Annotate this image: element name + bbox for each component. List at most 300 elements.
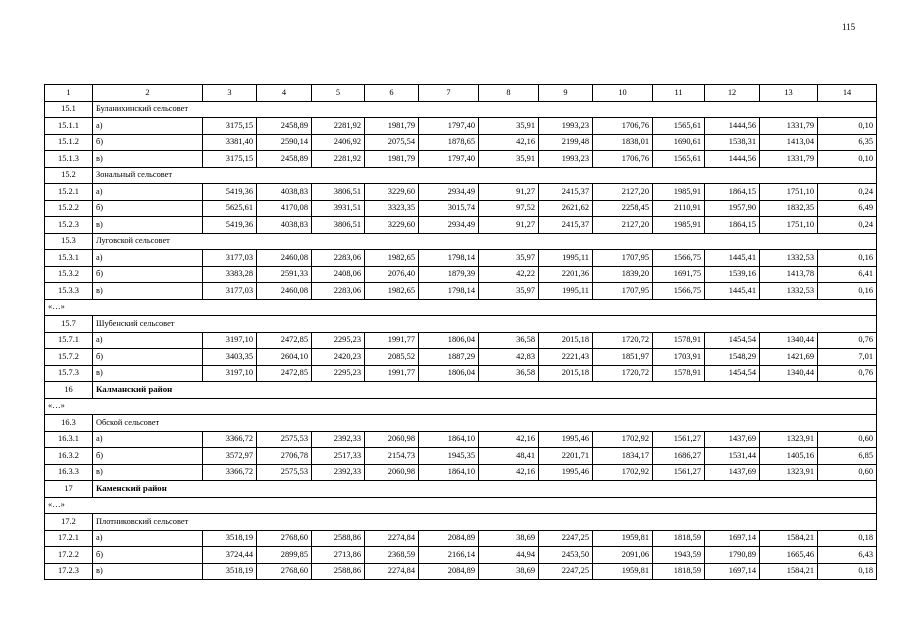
value-cell: 2274,84	[365, 563, 419, 580]
value-cell: 2453,50	[539, 547, 593, 564]
row-number: 15.1.2	[45, 134, 93, 151]
value-cell: 1565,61	[653, 151, 705, 168]
value-cell: 1797,40	[419, 118, 479, 135]
value-cell: 1703,91	[653, 349, 705, 366]
column-header: 7	[419, 85, 479, 102]
value-cell: 4170,08	[257, 200, 312, 217]
value-cell: 3518,19	[203, 530, 257, 547]
value-cell: 1751,10	[760, 217, 818, 234]
value-cell: 2127,20	[593, 184, 653, 201]
value-cell: 2199,48	[539, 134, 593, 151]
row-number: 17.2.3	[45, 563, 93, 580]
value-cell: 1413,04	[760, 134, 818, 151]
column-header: 1	[45, 85, 93, 102]
value-cell: 1832,35	[760, 200, 818, 217]
value-cell: 1707,95	[593, 250, 653, 267]
value-cell: 1720,72	[593, 365, 653, 382]
value-cell: 1879,39	[419, 266, 479, 283]
value-cell: 6,41	[818, 266, 877, 283]
section-number: 16	[45, 382, 93, 399]
value-cell: 1332,53	[760, 283, 818, 300]
section-number: 15.3	[45, 233, 93, 250]
column-header: 13	[760, 85, 818, 102]
value-cell: 2247,25	[539, 530, 593, 547]
table-row	[45, 217, 877, 234]
table-row	[45, 464, 877, 481]
value-cell: 1839,20	[593, 266, 653, 283]
value-cell: 1331,79	[760, 118, 818, 135]
row-number: 15.3.1	[45, 250, 93, 267]
row-number: 16.3.3	[45, 464, 93, 481]
row-label: а)	[93, 250, 203, 267]
section-title: Плотниковский сельсовет	[93, 514, 877, 531]
row-label: б)	[93, 547, 203, 564]
row-label: б)	[93, 200, 203, 217]
value-cell: 42,22	[479, 266, 539, 283]
column-header: 11	[653, 85, 705, 102]
value-cell: 6,43	[818, 547, 877, 564]
value-cell: 2415,37	[539, 217, 593, 234]
value-cell: 2084,89	[419, 563, 479, 580]
value-cell: 3724,44	[203, 547, 257, 564]
section-number: 15.7	[45, 316, 93, 333]
section-number: 15.1	[45, 101, 93, 118]
value-cell: 1864,10	[419, 431, 479, 448]
value-cell: 2472,85	[257, 332, 312, 349]
table-row	[45, 563, 877, 580]
value-cell: 3381,40	[203, 134, 257, 151]
value-cell: 2085,52	[365, 349, 419, 366]
value-cell: 1565,61	[653, 118, 705, 135]
value-cell: 0,10	[818, 151, 877, 168]
value-cell: 2295,23	[312, 332, 365, 349]
section-row	[45, 167, 877, 184]
table-row	[45, 530, 877, 547]
value-cell: 2015,18	[539, 332, 593, 349]
value-cell: 3175,15	[203, 118, 257, 135]
value-cell: 1806,04	[419, 365, 479, 382]
value-cell: 3197,10	[203, 365, 257, 382]
value-cell: 1566,75	[653, 250, 705, 267]
value-cell: 5419,36	[203, 217, 257, 234]
column-header: 6	[365, 85, 419, 102]
value-cell: 2015,18	[539, 365, 593, 382]
table-row	[45, 151, 877, 168]
section-title: Обской сельсовет	[93, 415, 877, 432]
value-cell: 2091,06	[593, 547, 653, 564]
section-title: Зональный сельсовет	[93, 167, 877, 184]
value-cell: 1818,59	[653, 563, 705, 580]
value-cell: 0,60	[818, 431, 877, 448]
value-cell: 3383,28	[203, 266, 257, 283]
omitted-rows-marker: «…»	[45, 497, 877, 514]
value-cell: 38,69	[479, 563, 539, 580]
column-header: 5	[312, 85, 365, 102]
value-cell: 2274,84	[365, 530, 419, 547]
value-cell: 1584,21	[760, 563, 818, 580]
value-cell: 2258,45	[593, 200, 653, 217]
section-title: Калманский район	[93, 382, 877, 399]
value-cell: 3806,51	[312, 184, 365, 201]
table-row	[45, 134, 877, 151]
value-cell: 1798,14	[419, 283, 479, 300]
value-cell: 0,60	[818, 464, 877, 481]
ellipsis-row	[45, 299, 877, 316]
value-cell: 1993,23	[539, 118, 593, 135]
section-number: 17	[45, 481, 93, 498]
value-cell: 2084,89	[419, 530, 479, 547]
section-row	[45, 481, 877, 498]
value-cell: 2472,85	[257, 365, 312, 382]
value-cell: 3323,35	[365, 200, 419, 217]
value-cell: 1538,31	[705, 134, 760, 151]
value-cell: 1878,65	[419, 134, 479, 151]
value-cell: 2392,33	[312, 431, 365, 448]
value-cell: 1957,90	[705, 200, 760, 217]
value-cell: 6,35	[818, 134, 877, 151]
value-cell: 42,16	[479, 134, 539, 151]
row-number: 15.2.2	[45, 200, 93, 217]
value-cell: 36,58	[479, 332, 539, 349]
value-cell: 1331,79	[760, 151, 818, 168]
section-title: Буланихинский сельсовет	[93, 101, 877, 118]
value-cell: 1991,77	[365, 365, 419, 382]
value-cell: 1982,65	[365, 283, 419, 300]
value-cell: 2415,37	[539, 184, 593, 201]
row-number: 16.3.1	[45, 431, 93, 448]
value-cell: 1991,77	[365, 332, 419, 349]
value-cell: 1437,69	[705, 431, 760, 448]
value-cell: 2060,98	[365, 464, 419, 481]
value-cell: 1340,44	[760, 332, 818, 349]
value-cell: 1851,97	[593, 349, 653, 366]
row-label: в)	[93, 464, 203, 481]
value-cell: 2590,14	[257, 134, 312, 151]
value-cell: 1690,61	[653, 134, 705, 151]
table-row	[45, 448, 877, 465]
value-cell: 3229,60	[365, 217, 419, 234]
row-label: б)	[93, 448, 203, 465]
row-number: 15.7.2	[45, 349, 93, 366]
value-cell: 44,94	[479, 547, 539, 564]
value-cell: 2283,06	[312, 250, 365, 267]
value-cell: 1993,23	[539, 151, 593, 168]
value-cell: 1697,14	[705, 563, 760, 580]
section-title: Каменский район	[93, 481, 877, 498]
value-cell: 42,16	[479, 431, 539, 448]
value-cell: 2166,14	[419, 547, 479, 564]
value-cell: 1706,76	[593, 118, 653, 135]
value-cell: 2408,06	[312, 266, 365, 283]
value-cell: 3177,03	[203, 250, 257, 267]
value-cell: 1959,81	[593, 530, 653, 547]
value-cell: 2591,33	[257, 266, 312, 283]
value-cell: 1548,29	[705, 349, 760, 366]
section-row	[45, 233, 877, 250]
value-cell: 2460,08	[257, 250, 312, 267]
value-cell: 1561,27	[653, 464, 705, 481]
value-cell: 2281,92	[312, 151, 365, 168]
value-cell: 1539,16	[705, 266, 760, 283]
row-number: 16.3.2	[45, 448, 93, 465]
value-cell: 1454,54	[705, 332, 760, 349]
value-cell: 2060,98	[365, 431, 419, 448]
value-cell: 1838,01	[593, 134, 653, 151]
value-cell: 2588,86	[312, 563, 365, 580]
omitted-rows-marker: «…»	[45, 299, 877, 316]
value-cell: 38,69	[479, 530, 539, 547]
value-cell: 2575,53	[257, 464, 312, 481]
row-label: а)	[93, 431, 203, 448]
section-row	[45, 316, 877, 333]
value-cell: 1985,91	[653, 184, 705, 201]
value-cell: 3931,51	[312, 200, 365, 217]
value-cell: 0,18	[818, 563, 877, 580]
row-label: а)	[93, 118, 203, 135]
value-cell: 42,83	[479, 349, 539, 366]
value-cell: 1887,29	[419, 349, 479, 366]
value-cell: 3572,97	[203, 448, 257, 465]
ellipsis-row	[45, 398, 877, 415]
row-label: а)	[93, 332, 203, 349]
value-cell: 6,49	[818, 200, 877, 217]
value-cell: 2076,40	[365, 266, 419, 283]
value-cell: 1985,91	[653, 217, 705, 234]
value-cell: 1995,11	[539, 283, 593, 300]
value-cell: 1702,92	[593, 464, 653, 481]
value-cell: 1706,76	[593, 151, 653, 168]
value-cell: 1995,11	[539, 250, 593, 267]
value-cell: 1665,46	[760, 547, 818, 564]
value-cell: 1797,40	[419, 151, 479, 168]
value-cell: 3366,72	[203, 431, 257, 448]
value-cell: 1982,65	[365, 250, 419, 267]
value-cell: 5625,61	[203, 200, 257, 217]
row-label: б)	[93, 266, 203, 283]
value-cell: 3229,60	[365, 184, 419, 201]
value-cell: 3806,51	[312, 217, 365, 234]
row-label: в)	[93, 151, 203, 168]
value-cell: 2127,20	[593, 217, 653, 234]
value-cell: 1405,16	[760, 448, 818, 465]
table-row	[45, 283, 877, 300]
value-cell: 1413,78	[760, 266, 818, 283]
value-cell: 2154,73	[365, 448, 419, 465]
table-row	[45, 118, 877, 135]
value-cell: 1566,75	[653, 283, 705, 300]
table-row	[45, 200, 877, 217]
value-cell: 35,91	[479, 118, 539, 135]
row-label: в)	[93, 283, 203, 300]
table-body	[45, 85, 877, 580]
value-cell: 0,16	[818, 283, 877, 300]
value-cell: 1790,89	[705, 547, 760, 564]
value-cell: 1943,59	[653, 547, 705, 564]
ellipsis-row	[45, 497, 877, 514]
row-number: 15.3.3	[45, 283, 93, 300]
value-cell: 2368,59	[365, 547, 419, 564]
value-cell: 91,27	[479, 217, 539, 234]
section-number: 15.2	[45, 167, 93, 184]
value-cell: 1864,10	[419, 464, 479, 481]
column-header: 9	[539, 85, 593, 102]
table-row	[45, 266, 877, 283]
value-cell: 35,97	[479, 250, 539, 267]
section-title: Луговской сельсовет	[93, 233, 877, 250]
value-cell: 3403,35	[203, 349, 257, 366]
value-cell: 1445,41	[705, 283, 760, 300]
value-cell: 2283,06	[312, 283, 365, 300]
value-cell: 4038,83	[257, 217, 312, 234]
value-cell: 2201,36	[539, 266, 593, 283]
value-cell: 2517,33	[312, 448, 365, 465]
value-cell: 2460,08	[257, 283, 312, 300]
row-number: 15.3.2	[45, 266, 93, 283]
value-cell: 91,27	[479, 184, 539, 201]
row-number: 17.2.2	[45, 547, 93, 564]
row-label: а)	[93, 530, 203, 547]
value-cell: 1981,79	[365, 151, 419, 168]
section-row	[45, 514, 877, 531]
value-cell: 0,18	[818, 530, 877, 547]
column-header: 14	[818, 85, 877, 102]
value-cell: 2281,92	[312, 118, 365, 135]
value-cell: 0,76	[818, 332, 877, 349]
value-cell: 0,24	[818, 184, 877, 201]
section-row	[45, 382, 877, 399]
value-cell: 1340,44	[760, 365, 818, 382]
value-cell: 1437,69	[705, 464, 760, 481]
table-row	[45, 349, 877, 366]
value-cell: 1864,15	[705, 184, 760, 201]
column-header: 8	[479, 85, 539, 102]
value-cell: 1818,59	[653, 530, 705, 547]
value-cell: 2420,23	[312, 349, 365, 366]
value-cell: 3175,15	[203, 151, 257, 168]
value-cell: 2295,23	[312, 365, 365, 382]
column-header: 2	[93, 85, 203, 102]
value-cell: 2934,49	[419, 217, 479, 234]
table-row	[45, 184, 877, 201]
value-cell: 2247,25	[539, 563, 593, 580]
tariff-table	[44, 84, 877, 580]
section-number: 16.3	[45, 415, 93, 432]
value-cell: 36,58	[479, 365, 539, 382]
value-cell: 1945,35	[419, 448, 479, 465]
value-cell: 2110,91	[653, 200, 705, 217]
row-number: 15.2.1	[45, 184, 93, 201]
value-cell: 1445,41	[705, 250, 760, 267]
value-cell: 0,24	[818, 217, 877, 234]
section-row	[45, 415, 877, 432]
value-cell: 0,76	[818, 365, 877, 382]
value-cell: 42,16	[479, 464, 539, 481]
value-cell: 3366,72	[203, 464, 257, 481]
value-cell: 2458,89	[257, 151, 312, 168]
value-cell: 1578,91	[653, 332, 705, 349]
value-cell: 1444,56	[705, 151, 760, 168]
value-cell: 1444,56	[705, 118, 760, 135]
table-row	[45, 365, 877, 382]
value-cell: 2621,62	[539, 200, 593, 217]
value-cell: 1578,91	[653, 365, 705, 382]
value-cell: 2604,10	[257, 349, 312, 366]
value-cell: 0,10	[818, 118, 877, 135]
value-cell: 1995,46	[539, 464, 593, 481]
value-cell: 2706,78	[257, 448, 312, 465]
value-cell: 3177,03	[203, 283, 257, 300]
value-cell: 2899,85	[257, 547, 312, 564]
page-number: 115	[842, 22, 856, 32]
row-number: 15.7.3	[45, 365, 93, 382]
value-cell: 1686,27	[653, 448, 705, 465]
table-row	[45, 431, 877, 448]
value-cell: 1806,04	[419, 332, 479, 349]
value-cell: 1531,44	[705, 448, 760, 465]
row-label: а)	[93, 184, 203, 201]
value-cell: 1691,75	[653, 266, 705, 283]
value-cell: 0,16	[818, 250, 877, 267]
value-cell: 2768,60	[257, 530, 312, 547]
section-number: 17.2	[45, 514, 93, 531]
value-cell: 1454,54	[705, 365, 760, 382]
section-title: Шубенский сельсовет	[93, 316, 877, 333]
row-label: б)	[93, 349, 203, 366]
value-cell: 1798,14	[419, 250, 479, 267]
value-cell: 5419,36	[203, 184, 257, 201]
value-cell: 7,01	[818, 349, 877, 366]
value-cell: 1995,46	[539, 431, 593, 448]
section-row	[45, 101, 877, 118]
value-cell: 2575,53	[257, 431, 312, 448]
value-cell: 1323,91	[760, 464, 818, 481]
value-cell: 1561,27	[653, 431, 705, 448]
header-row	[45, 85, 877, 102]
value-cell: 2221,43	[539, 349, 593, 366]
value-cell: 1323,91	[760, 431, 818, 448]
row-number: 15.1.1	[45, 118, 93, 135]
value-cell: 1720,72	[593, 332, 653, 349]
omitted-rows-marker: «…»	[45, 398, 877, 415]
value-cell: 2768,60	[257, 563, 312, 580]
table-row	[45, 547, 877, 564]
value-cell: 1981,79	[365, 118, 419, 135]
value-cell: 6,85	[818, 448, 877, 465]
value-cell: 4038,83	[257, 184, 312, 201]
value-cell: 1332,53	[760, 250, 818, 267]
value-cell: 2075,54	[365, 134, 419, 151]
value-cell: 1421,69	[760, 349, 818, 366]
row-number: 15.1.3	[45, 151, 93, 168]
column-header: 10	[593, 85, 653, 102]
value-cell: 2392,33	[312, 464, 365, 481]
column-header: 12	[705, 85, 760, 102]
value-cell: 1834,17	[593, 448, 653, 465]
value-cell: 1702,92	[593, 431, 653, 448]
value-cell: 97,52	[479, 200, 539, 217]
row-label: в)	[93, 365, 203, 382]
value-cell: 48,41	[479, 448, 539, 465]
value-cell: 2713,86	[312, 547, 365, 564]
value-cell: 2588,86	[312, 530, 365, 547]
row-number: 15.7.1	[45, 332, 93, 349]
value-cell: 1584,21	[760, 530, 818, 547]
value-cell: 3197,10	[203, 332, 257, 349]
value-cell: 1959,81	[593, 563, 653, 580]
value-cell: 1697,14	[705, 530, 760, 547]
table-row	[45, 250, 877, 267]
value-cell: 1751,10	[760, 184, 818, 201]
